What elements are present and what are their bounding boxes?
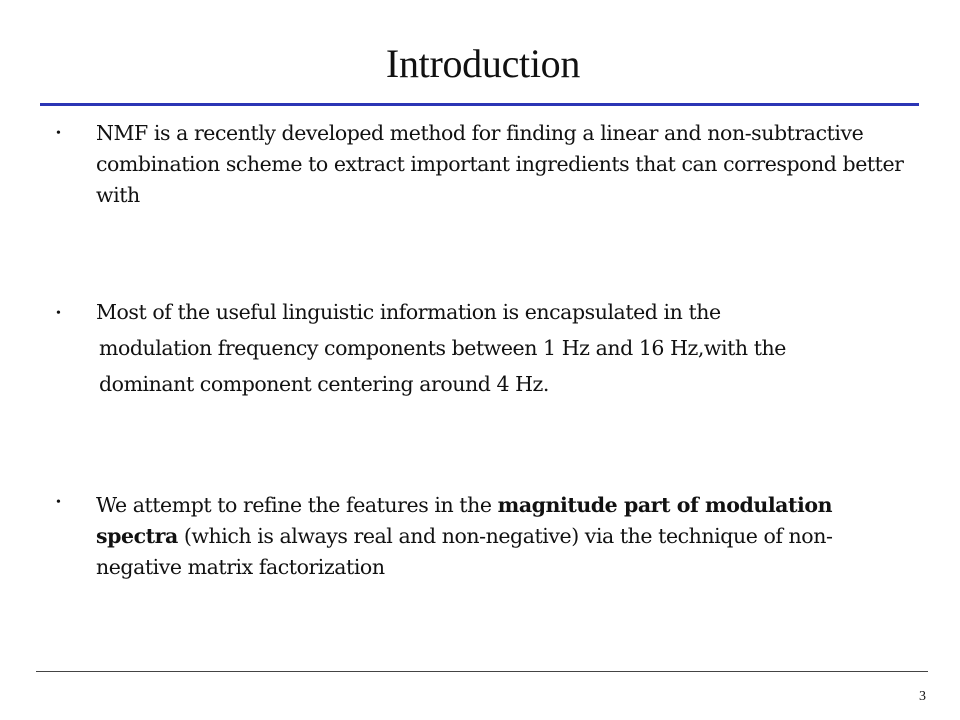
page-number: 3 (919, 689, 926, 704)
title-divider (40, 103, 919, 106)
bullet-2-line-3: dominant component centering around 4 Hz. (99, 372, 549, 396)
bullet-text-1: NMF is a recently developed method for finding a linear and non-subtractive combination scheme to extract important ingredients that can correspond better with (96, 121, 904, 207)
bullet-marker-2: • (56, 306, 61, 321)
bullet-text-2 (96, 294, 919, 402)
bullet-marker-1: • (56, 126, 61, 141)
bullet-3-text-after: (which is always real and non-negative) via the technique of non-negative matrix factorization (96, 524, 833, 579)
bullet-2-line-2: modulation frequency components between 1 Hz and 16 Hz,with the (99, 336, 786, 360)
bullet-2-line-1: Most of the useful linguistic information is encapsulated in the (96, 300, 721, 324)
bullet-3-bold-phrase: magnitude part of modulation spectra (96, 493, 833, 548)
footer-divider (36, 671, 928, 672)
bullet-text-3 (96, 490, 916, 583)
slide-title: Introduction (385, 41, 581, 86)
bullet-marker-3: • (56, 495, 61, 510)
bullet-3-text-before: We attempt to refine the features in the (96, 493, 498, 517)
